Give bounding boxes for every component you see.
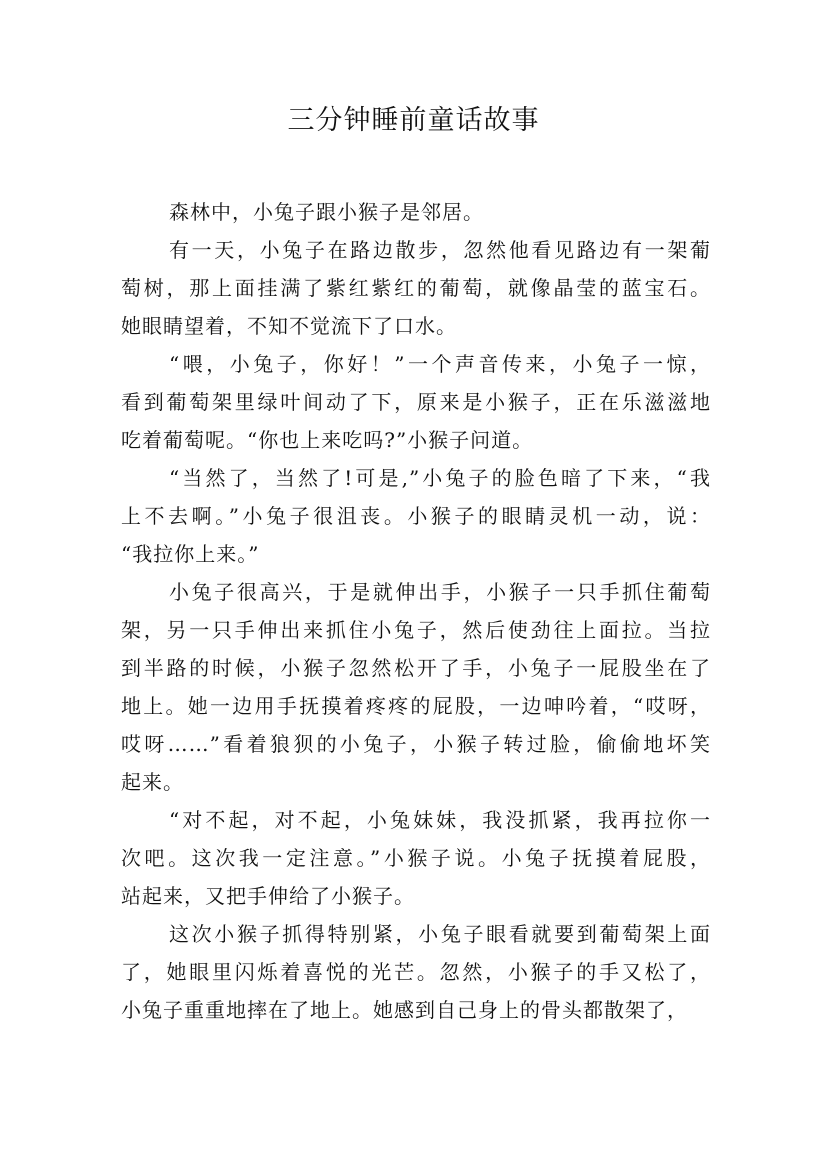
paragraph	[121, 459, 711, 573]
paragraph-line: 哎呀……”看着狼狈的小兔子，小猴子转过脸，偷偷地坏笑	[121, 732, 711, 756]
paragraph	[121, 345, 711, 459]
paragraph-line: 上不去啊。”小兔子很沮丧。小猴子的眼睛灵机一动，说：	[121, 504, 711, 528]
paragraph	[121, 193, 711, 231]
paragraph-line: 次吧。这次我一定注意。”小猴子说。小兔子抚摸着屁股，	[121, 846, 711, 870]
paragraph-line: “我拉你上来。”	[121, 542, 260, 566]
paragraph	[121, 231, 711, 345]
paragraph-line: 吃着葡萄呢。“你也上来吃吗?”小猴子问道。	[121, 428, 534, 452]
paragraph-line: 看到葡萄架里绿叶间动了下，原来是小猴子，正在乐滋滋地	[121, 390, 711, 414]
paragraph-line: 这次小猴子抓得特别紧，小兔子眼看就要到葡萄架上面	[169, 922, 711, 946]
paragraph-line: 站起来，又把手伸给了小猴子。	[121, 884, 415, 908]
paragraph-line: 到半路的时候，小猴子忽然松开了手，小兔子一屁股坐在了	[121, 656, 711, 680]
paragraph-line: 起来。	[121, 770, 184, 794]
paragraph-line: “对不起，对不起，小兔妹妹，我没抓紧，我再拉你一	[169, 808, 711, 832]
paragraph-line: 地上。她一边用手抚摸着疼疼的屁股，一边呻吟着，“哎呀，	[121, 694, 711, 718]
paragraph-line: 小兔子很高兴，于是就伸出手，小猴子一只手抓住葡萄	[169, 580, 711, 604]
paragraph-line: 有一天，小兔子在路边散步，忽然他看见路边有一架葡	[169, 238, 711, 262]
paragraph	[121, 915, 711, 1029]
paragraph	[121, 801, 711, 915]
paragraph-line: 萄树，那上面挂满了紫红紫红的葡萄，就像晶莹的蓝宝石。	[121, 276, 711, 300]
document-title: 三分钟睡前童话故事	[287, 105, 540, 136]
paragraph-line: “喂，小兔子，你好！”一个声音传来，小兔子一惊，	[169, 352, 711, 376]
paragraph-line: 架，另一只手伸出来抓住小兔子，然后使劲往上面拉。当拉	[121, 618, 711, 642]
story-body	[121, 193, 711, 1029]
paragraph-line: 了，她眼里闪烁着喜悦的光芒。忽然，小猴子的手又松了，	[121, 960, 711, 984]
paragraph	[121, 573, 711, 801]
paragraph-line: 她眼睛望着，不知不觉流下了口水。	[121, 314, 457, 338]
paragraph-line: 森林中，小兔子跟小猴子是邻居。	[169, 200, 484, 224]
paragraph-line: “当然了，当然了!可是,”小兔子的脸色暗了下来，“我	[169, 466, 711, 490]
paragraph-line: 小兔子重重地摔在了地上。她感到自己身上的骨头都散架了，	[121, 998, 688, 1022]
